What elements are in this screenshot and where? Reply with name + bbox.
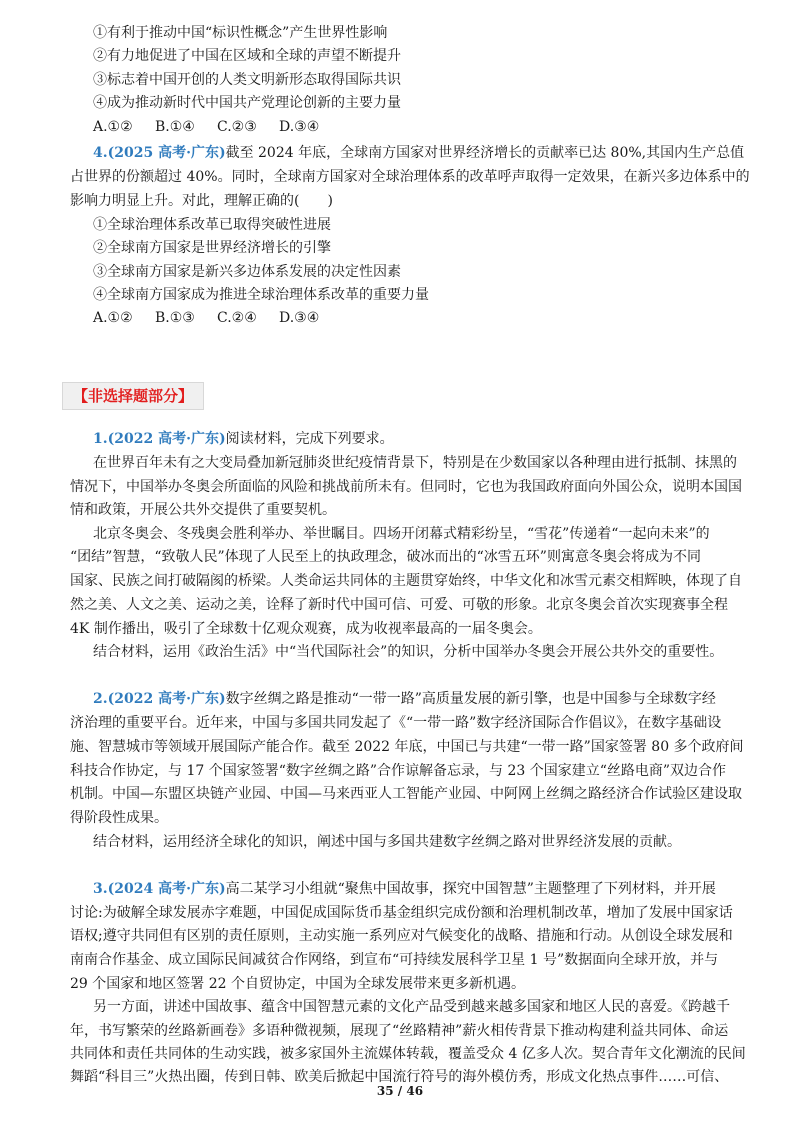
option-line: ④成为推动新时代中国共产党理论创新的主要力量	[93, 95, 401, 111]
paragraph-line: “团结”智慧，“致敬人民”体现了人民至上的执政理念，破冰而出的“冰雪五环”则寓意冬奥会将成为不同	[70, 549, 701, 565]
paragraph-line: 语权;遵守共同但有区别的责任原则，主动实施一系列应对气候变化的战略、措施和行动。从创设全球发展和	[70, 928, 733, 944]
paragraph-line: 然之美、人文之美、运动之美，诠释了新时代中国可信、可爱、可敬的形象。北京冬奥会首次实现赛事全程	[70, 597, 728, 613]
option-line: ①全球治理体系改革已取得突破性进展	[93, 217, 331, 233]
question-prompt: 结合材料，运用《政治生活》中“当代国际社会”的知识，分析中国举办冬奥会开展公共外交的重要性。	[93, 644, 724, 660]
paragraph-line: 科技合作协定，与 17 个国家签署“数字丝绸之路”合作谅解备忘录，与 23 个国家建立“丝路电商”双边合作	[70, 763, 727, 779]
paragraph-line: 在世界百年未有之大变局叠加新冠肺炎世纪疫情背景下，特别是在少数国家以各种理由进行抵制、抹黑的	[93, 455, 737, 471]
question-prompt: 结合材料，运用经济全球化的知识，阐述中国与多国共建数字丝绸之路对世界经济发展的贡献。	[93, 834, 681, 850]
page-number: 35 / 46	[376, 1084, 424, 1098]
paragraph-line: 讨论:为破解全球发展赤字难题，中国促成国际货币基金组织完成份额和治理机制改革，增加了发展中国家话	[70, 905, 733, 921]
choice-c: C.②③	[217, 119, 257, 135]
nq1-line-1: 1.(2022 高考·广东)阅读材料，完成下列要求。	[93, 431, 394, 447]
paragraph-line: 年，书写繁荣的丝路新画卷》多语种微视频，展现了“丝路精神”薪火相传背景下推动构建利益共同体、命运	[70, 1023, 729, 1039]
choice-a: A.①②	[93, 310, 133, 326]
choice-d: D.③④	[279, 119, 320, 135]
paragraph-line: 济治理的重要平台。近年来，中国与多国共同发起了《“一带一路”数字经济国际合作倡议》，在数字基础设	[70, 715, 722, 731]
paragraph-line: 情和政策，开展公共外交提供了重要契机。	[70, 502, 336, 518]
paragraph-line: 国家、民族之间打破隔阂的桥梁。人类命运共同体的主题贯穿始终，中华文化和冰雪元素交相辉映，体现了自	[70, 573, 742, 589]
paragraph-line: 南南合作基金、成立国际民间减贫合作网络，到宣布“可持续发展科学卫星 1 号”数据面向全球开放，并与	[70, 952, 719, 968]
option-line: ③全球南方国家是新兴多边体系发展的决定性因素	[93, 264, 401, 280]
paragraph-line: 舞蹈“科目三”火热出圈，传到日韩、欧美后掀起中国流行符号的海外模仿秀，形成文化热点事件……可信、	[70, 1069, 729, 1085]
option-line: ②全球南方国家是世界经济增长的引擎	[93, 240, 331, 256]
choice-d: D.③④	[279, 310, 320, 326]
paragraph-line: 机制。中国—东盟区块链产业园、中国—马来西亚人工智能产业园、中阿网上丝绸之路经济合作试验区建设取	[70, 786, 742, 802]
answer-choices	[93, 307, 341, 329]
choice-b: B.①④	[155, 119, 195, 135]
paragraph-line: 29 个国家和地区签署 22 个自贸协定，中国为全球发展带来更多新机遇。	[70, 976, 525, 992]
question-4-line-1: 4.(2025 高考·广东)截至 2024 年底，全球南方国家对世界经济增长的贡献率已达 80%,其国内生产总值	[93, 145, 745, 161]
option-line: ④全球南方国家成为推进全球治理体系改革的重要力量	[93, 287, 429, 303]
option-line: ①有利于推动中国“标识性概念”产生世界性影响	[93, 25, 388, 41]
choice-c: C.②④	[217, 310, 257, 326]
choice-b: B.①③	[155, 310, 195, 326]
nq2-line-1: 2.(2022 高考·广东)数字丝绸之路是推动“一带一路”高质量发展的新引擎，也是中国参与全球数字经	[93, 691, 716, 707]
paragraph-line: 4K 制作播出，吸引了全球数十亿观众观赛，成为收视率最高的一届冬奥会。	[70, 621, 542, 637]
choice-a: A.①②	[93, 119, 133, 135]
nq3-line-1: 3.(2024 高考·广东)高二某学习小组就“聚焦中国故事，探究中国智慧”主题整理了下列材料，并开展	[93, 881, 716, 897]
nq2-source: 2.(2022 高考·广东)	[93, 691, 226, 707]
section-title: 【非选择题部分】	[62, 382, 204, 410]
option-line: ③标志着中国开创的人类文明新形态取得国际共识	[93, 72, 401, 88]
paragraph-line: 情况下，中国举办冬奥会所面临的风险和挑战前所未有。但同时，它也为我国政府面向外国公众，说明本国国	[70, 479, 742, 495]
nq3-source: 3.(2024 高考·广东)	[93, 881, 226, 897]
paragraph-line: 北京冬奥会、冬残奥会胜利举办、举世瞩目。四场开闭幕式精彩纷呈，“雪花”传递着“一起向未来”的	[93, 526, 710, 542]
answer-choices	[93, 116, 341, 138]
question-4-line-3: 影响力明显上升。对此，理解正确的( )	[70, 193, 333, 209]
question-4-source: 4.(2025 高考·广东)	[93, 145, 226, 161]
paragraph-line: 施、智慧城市等领域开展国际产能合作。截至 2022 年底，中国已与共建“一带一路”国家签署 80 多个政府间	[70, 739, 744, 755]
paragraph-line: 共同体和责任共同体的生动实践，被多家国外主流媒体转载，覆盖受众 4 亿多人次。契合青年文化潮流的民间	[70, 1046, 746, 1062]
paragraph-line: 得阶段性成果。	[70, 810, 168, 826]
nq1-source: 1.(2022 高考·广东)	[93, 431, 226, 447]
question-4-line-2: 占世界的份额超过 40%。同时，全球南方国家对全球治理体系的改革呼声取得一定效果，在新兴多边体系中的	[70, 169, 750, 185]
paragraph-line: 另一方面，讲述中国故事、蕴含中国智慧元素的文化产品受到越来越多国家和地区人民的喜爱。《跨越千	[93, 999, 730, 1015]
option-line: ②有力地促进了中国在区域和全球的声望不断提升	[93, 48, 401, 64]
